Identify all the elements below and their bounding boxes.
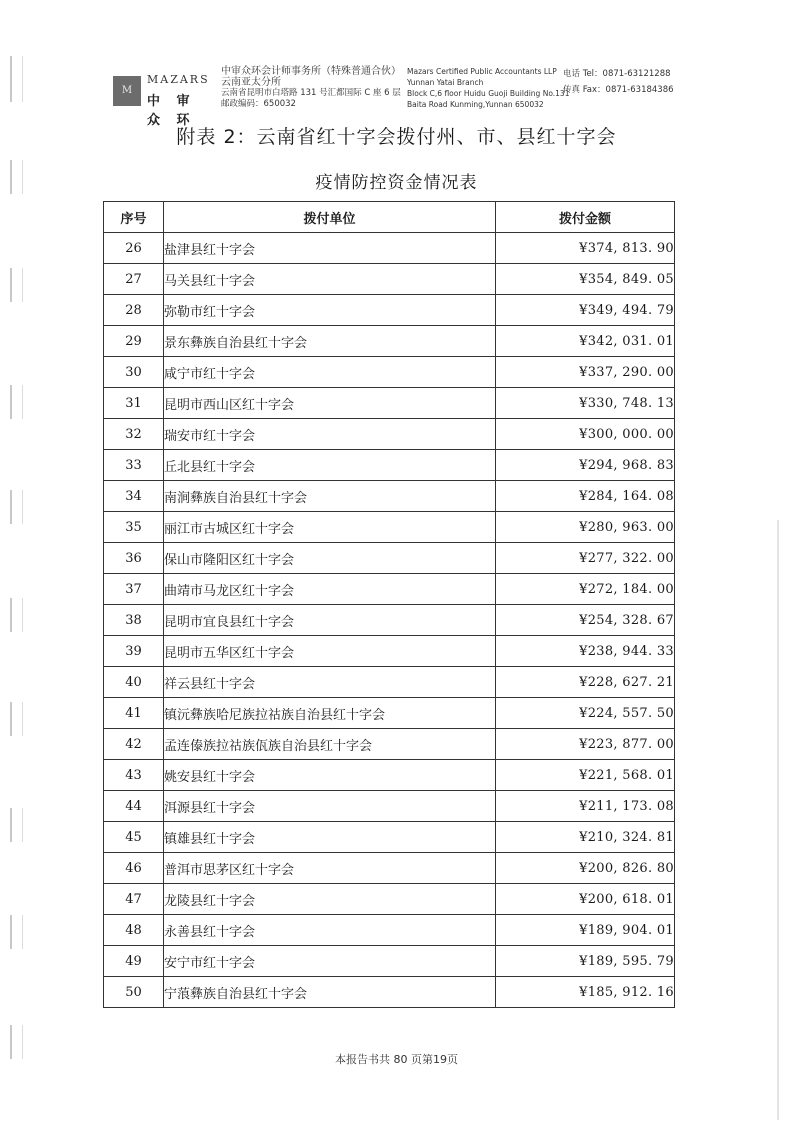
row-number: 42 <box>104 729 164 760</box>
letterhead-cn-line: 邮政编码：650032 <box>221 99 296 109</box>
row-amount: ¥224, 557. 50 <box>496 698 675 729</box>
binder-mark <box>10 56 23 102</box>
table-row <box>104 977 675 1008</box>
row-unit: 曲靖市马龙区红十字会 <box>164 574 496 605</box>
row-amount: ¥254, 328. 67 <box>496 605 675 636</box>
phone-number: 电话 Tel：0871-63121288 <box>563 69 671 79</box>
letterhead-en-line: Baita Road Kunming,Yunnan 650032 <box>407 100 544 109</box>
letterhead-en-line: Yunnan Yatai Branch <box>407 78 484 87</box>
row-amount: ¥280, 963. 00 <box>496 512 675 543</box>
row-amount: ¥238, 944. 33 <box>496 636 675 667</box>
row-amount: ¥210, 324. 81 <box>496 822 675 853</box>
table-row <box>104 357 675 388</box>
row-unit: 宁蒗彝族自治县红十字会 <box>164 977 496 1008</box>
page-footer: 本报告书共 80 页第19页 <box>335 1053 458 1066</box>
row-number: 29 <box>104 326 164 357</box>
table-row <box>104 512 675 543</box>
row-unit: 景东彝族自治县红十字会 <box>164 326 496 357</box>
table-row <box>104 543 675 574</box>
binder-mark <box>10 268 23 302</box>
row-unit: 马关县红十字会 <box>164 264 496 295</box>
row-number: 40 <box>104 667 164 698</box>
row-amount: ¥211, 173. 08 <box>496 791 675 822</box>
row-number: 44 <box>104 791 164 822</box>
row-amount: ¥342, 031. 01 <box>496 326 675 357</box>
page-subtitle: 疫情防控资金情况表 <box>315 173 478 193</box>
row-unit: 昆明市宜良县红十字会 <box>164 605 496 636</box>
table-row <box>104 822 675 853</box>
page-title: 附表 2：云南省红十字会拨付州、市、县红十字会 <box>176 126 617 148</box>
row-unit: 丘北县红十字会 <box>164 450 496 481</box>
row-number: 26 <box>104 233 164 264</box>
row-unit: 安宁市红十字会 <box>164 946 496 977</box>
table-row <box>104 636 675 667</box>
row-unit: 永善县红十字会 <box>164 915 496 946</box>
row-number: 35 <box>104 512 164 543</box>
letterhead-en-line: Block C,6 floor Huidu Guoji Building No.131 <box>407 89 570 98</box>
row-unit: 姚安县红十字会 <box>164 760 496 791</box>
logo-cn-text: 中 审 众 环 <box>147 94 196 128</box>
row-amount: ¥228, 627. 21 <box>496 667 675 698</box>
row-amount: ¥200, 618. 01 <box>496 884 675 915</box>
row-unit: 南涧彝族自治县红十字会 <box>164 481 496 512</box>
row-number: 46 <box>104 853 164 884</box>
row-number: 28 <box>104 295 164 326</box>
table-row <box>104 419 675 450</box>
row-unit: 昆明市五华区红十字会 <box>164 636 496 667</box>
row-number: 33 <box>104 450 164 481</box>
row-number: 37 <box>104 574 164 605</box>
row-unit: 盐津县红十字会 <box>164 233 496 264</box>
row-unit: 丽江市古城区红十字会 <box>164 512 496 543</box>
letterhead-en-address <box>407 66 569 110</box>
binder-mark <box>10 915 23 949</box>
row-number: 32 <box>104 419 164 450</box>
binder-mark <box>10 702 23 736</box>
row-amount: ¥330, 748. 13 <box>496 388 675 419</box>
row-unit: 孟连傣族拉祜族佤族自治县红十字会 <box>164 729 496 760</box>
table-header-row <box>104 202 675 233</box>
table-row <box>104 264 675 295</box>
page-edge-shadow <box>777 520 779 1120</box>
row-number: 36 <box>104 543 164 574</box>
fax-number: 传真 Fax：0871-63184386 <box>563 85 674 95</box>
row-amount: ¥189, 904. 01 <box>496 915 675 946</box>
table-row <box>104 915 675 946</box>
row-amount: ¥221, 568. 01 <box>496 760 675 791</box>
row-amount: ¥374, 813. 90 <box>496 233 675 264</box>
row-number: 48 <box>104 915 164 946</box>
row-number: 27 <box>104 264 164 295</box>
row-amount: ¥349, 494. 79 <box>496 295 675 326</box>
row-number: 47 <box>104 884 164 915</box>
row-amount: ¥337, 290. 00 <box>496 357 675 388</box>
binder-mark <box>10 598 23 632</box>
table-row <box>104 791 675 822</box>
column-header-no: 序号 <box>104 202 164 233</box>
table-row <box>104 667 675 698</box>
letterhead-contact <box>563 66 674 98</box>
table-row <box>104 760 675 791</box>
row-number: 30 <box>104 357 164 388</box>
row-number: 49 <box>104 946 164 977</box>
table-row <box>104 884 675 915</box>
allocation-table <box>103 201 675 1008</box>
row-amount: ¥189, 595. 79 <box>496 946 675 977</box>
row-amount: ¥284, 164. 08 <box>496 481 675 512</box>
row-unit: 洱源县红十字会 <box>164 791 496 822</box>
row-unit: 普洱市思茅区红十字会 <box>164 853 496 884</box>
firm-logo <box>113 73 218 128</box>
row-unit: 祥云县红十字会 <box>164 667 496 698</box>
row-amount: ¥277, 322. 00 <box>496 543 675 574</box>
row-number: 39 <box>104 636 164 667</box>
table-row <box>104 574 675 605</box>
binder-mark <box>10 808 23 842</box>
letterhead-cn-address <box>221 66 401 110</box>
table-row <box>104 295 675 326</box>
row-amount: ¥223, 877. 00 <box>496 729 675 760</box>
row-amount: ¥354, 849. 05 <box>496 264 675 295</box>
letterhead-cn-line: 中审众环会计师事务所（特殊普通合伙） <box>221 66 401 77</box>
row-unit: 弥勒市红十字会 <box>164 295 496 326</box>
row-unit: 瑞安市红十字会 <box>164 419 496 450</box>
letterhead-cn-line: 云南亚太分所 <box>221 77 281 88</box>
column-header-amount: 拨付金额 <box>496 202 675 233</box>
row-amount: ¥272, 184. 00 <box>496 574 675 605</box>
table-row <box>104 481 675 512</box>
logo-mark: M <box>113 76 141 106</box>
row-number: 34 <box>104 481 164 512</box>
letterhead-en-line: Mazars Certified Public Accountants LLP <box>407 67 557 76</box>
row-unit: 镇沅彝族哈尼族拉祜族自治县红十字会 <box>164 698 496 729</box>
row-number: 43 <box>104 760 164 791</box>
table-row <box>104 605 675 636</box>
row-unit: 保山市隆阳区红十字会 <box>164 543 496 574</box>
row-unit: 昆明市西山区红十字会 <box>164 388 496 419</box>
row-unit: 镇雄县红十字会 <box>164 822 496 853</box>
table-row <box>104 388 675 419</box>
binder-mark <box>10 490 23 524</box>
row-number: 31 <box>104 388 164 419</box>
table-row <box>104 946 675 977</box>
row-number: 45 <box>104 822 164 853</box>
row-number: 41 <box>104 698 164 729</box>
logo-en-text: MAZARS <box>147 73 210 86</box>
row-amount: ¥294, 968. 83 <box>496 450 675 481</box>
row-amount: ¥300, 000. 00 <box>496 419 675 450</box>
letterhead <box>113 64 674 128</box>
binder-mark <box>10 385 23 419</box>
row-amount: ¥200, 826. 80 <box>496 853 675 884</box>
table-row <box>104 698 675 729</box>
row-unit: 龙陵县红十字会 <box>164 884 496 915</box>
table-row <box>104 326 675 357</box>
table-row <box>104 729 675 760</box>
column-header-unit: 拨付单位 <box>164 202 496 233</box>
table-row <box>104 233 675 264</box>
row-unit: 咸宁市红十字会 <box>164 357 496 388</box>
row-number: 38 <box>104 605 164 636</box>
row-number: 50 <box>104 977 164 1008</box>
letterhead-cn-line: 云南省昆明市白塔路 131 号汇都国际 C 座 6 层 <box>221 88 401 98</box>
table-row <box>104 450 675 481</box>
row-amount: ¥185, 912. 16 <box>496 977 675 1008</box>
table-row <box>104 853 675 884</box>
